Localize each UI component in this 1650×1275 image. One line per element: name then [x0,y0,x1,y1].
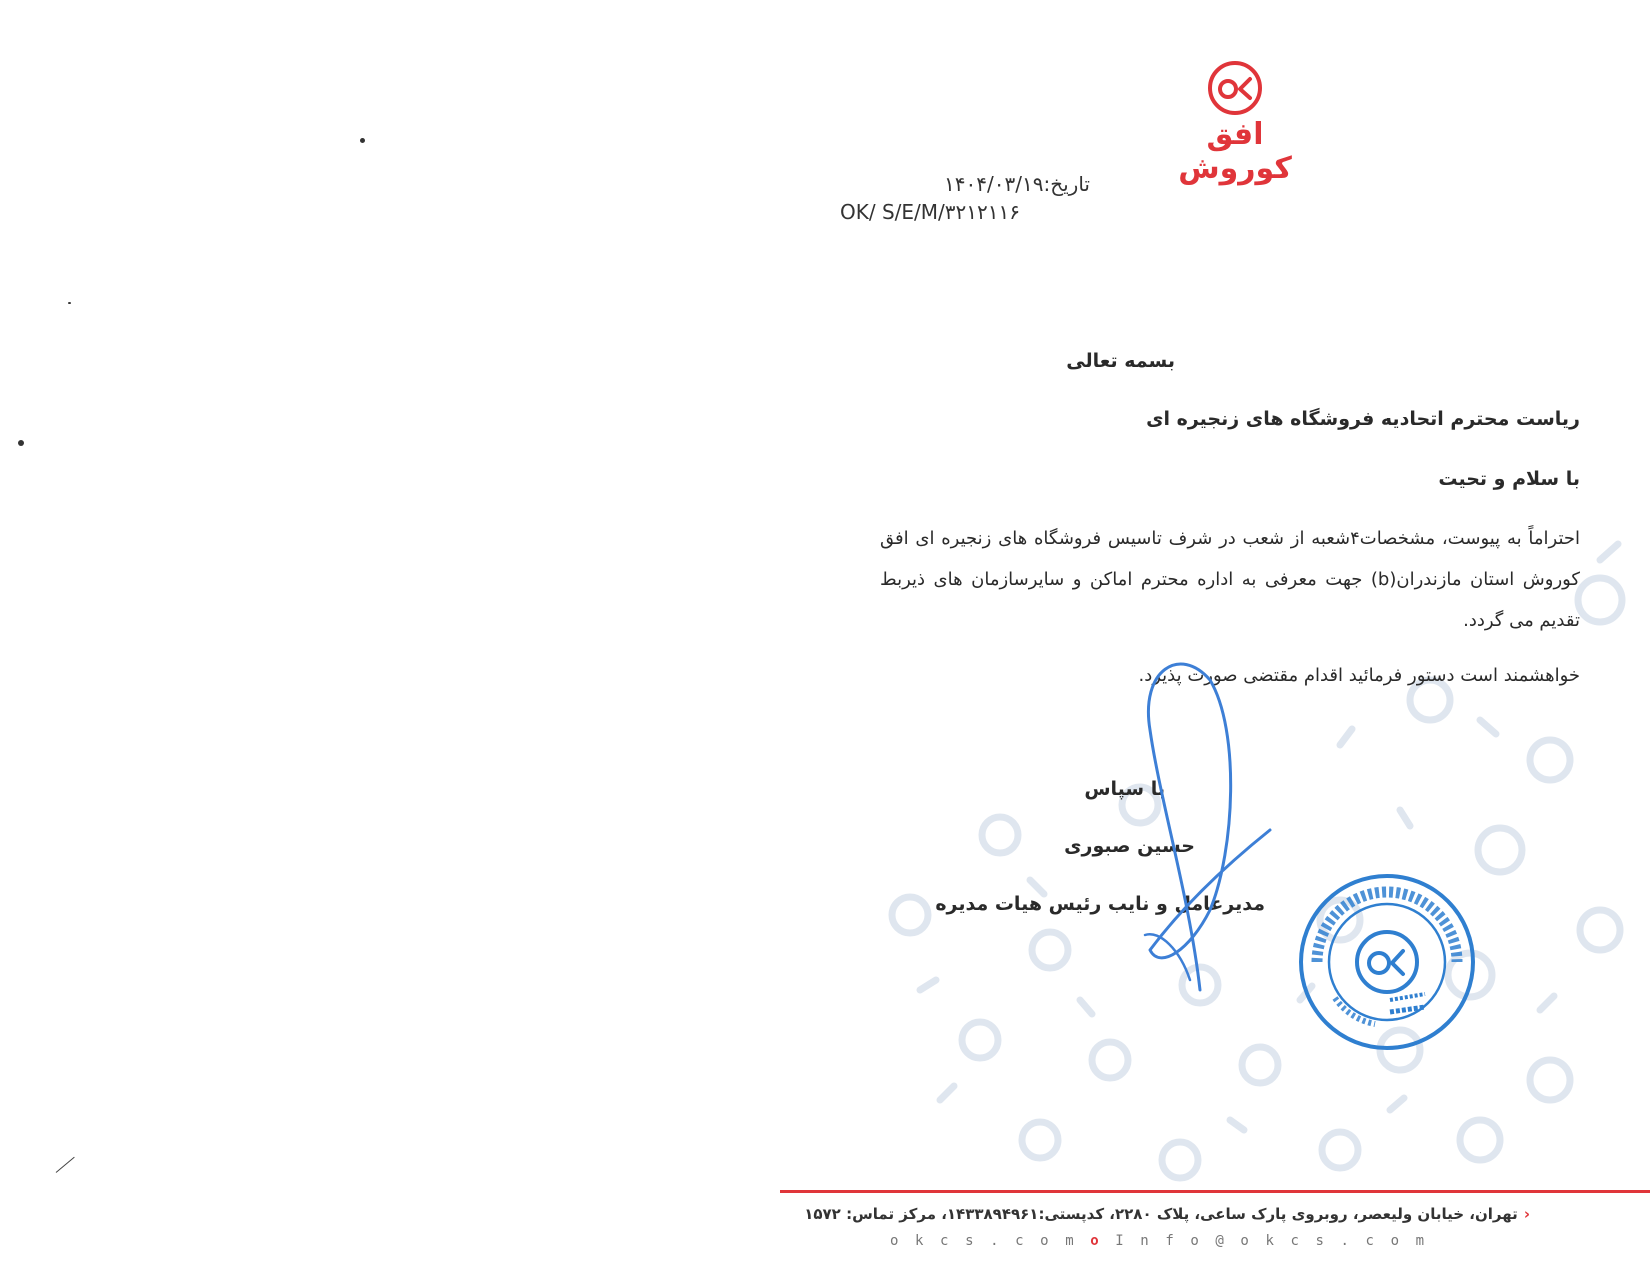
greeting: با سلام و تحیت [1438,468,1580,490]
address-text: تهران، خیابان ولیعصر، روبروی پارک ساعی، پلاک ۲۲۸۰، کدپستی:۱۴۳۳۸۹۴۹۶۱، مرکز تماس: ۱۵۷۲ [804,1205,1518,1223]
signer-position: مدیرعامل و نایب رئیس هیات مدیره [935,893,1265,915]
email-link: Info@okcs.com [1115,1233,1441,1249]
company-name: افق کوروش [1178,117,1292,186]
website-link: okcs.com [890,1233,1091,1249]
footer-address [804,1205,1530,1223]
thanks: با سپاس [1084,778,1165,800]
scan-scratch [56,1157,75,1173]
reference-number: OK/ S/E/M/۳۲۱۲۱۱۶ [840,200,1020,224]
scan-speck [68,302,71,304]
footer-website [890,1233,1441,1249]
letter-body: احتراماً به پیوست، مشخصات۴شعبه از شعب در شرف تاسیس فروشگاه های زنجیره ای افق کوروش استان مازندران(b) جهت معرفی به اداره محترم اماکن و سایرسازمان های ذیربط تقدیم می گردد. [880,528,1581,631]
separator-dot-icon: o [1090,1233,1116,1249]
scan-speck [360,138,365,143]
date-label: تاریخ: [1043,172,1090,196]
closing-request: خواهشمند است دستور فرمائید اقدام مقتضی صورت پذیرد. [1138,665,1580,686]
ok-logo-icon [1205,60,1265,116]
recipient: ریاست محترم اتحادیه فروشگاه های زنجیره ای [1146,408,1580,430]
signer-name: حسین صبوری [1064,835,1195,857]
company-logo [1150,60,1320,186]
date-row [840,170,1090,198]
date-value: ۱۴۰۴/۰۳/۱۹ [944,172,1044,196]
chevron-left-icon: ‹ [1523,1205,1530,1223]
letter-meta [840,170,1090,226]
footer-divider [780,1190,1650,1193]
scan-speck [18,440,24,446]
salutation: بسمه تعالی [1066,350,1175,372]
handwritten-signature [1120,650,1280,1000]
letter-page [780,0,1650,1275]
company-seal [1295,870,1480,1055]
